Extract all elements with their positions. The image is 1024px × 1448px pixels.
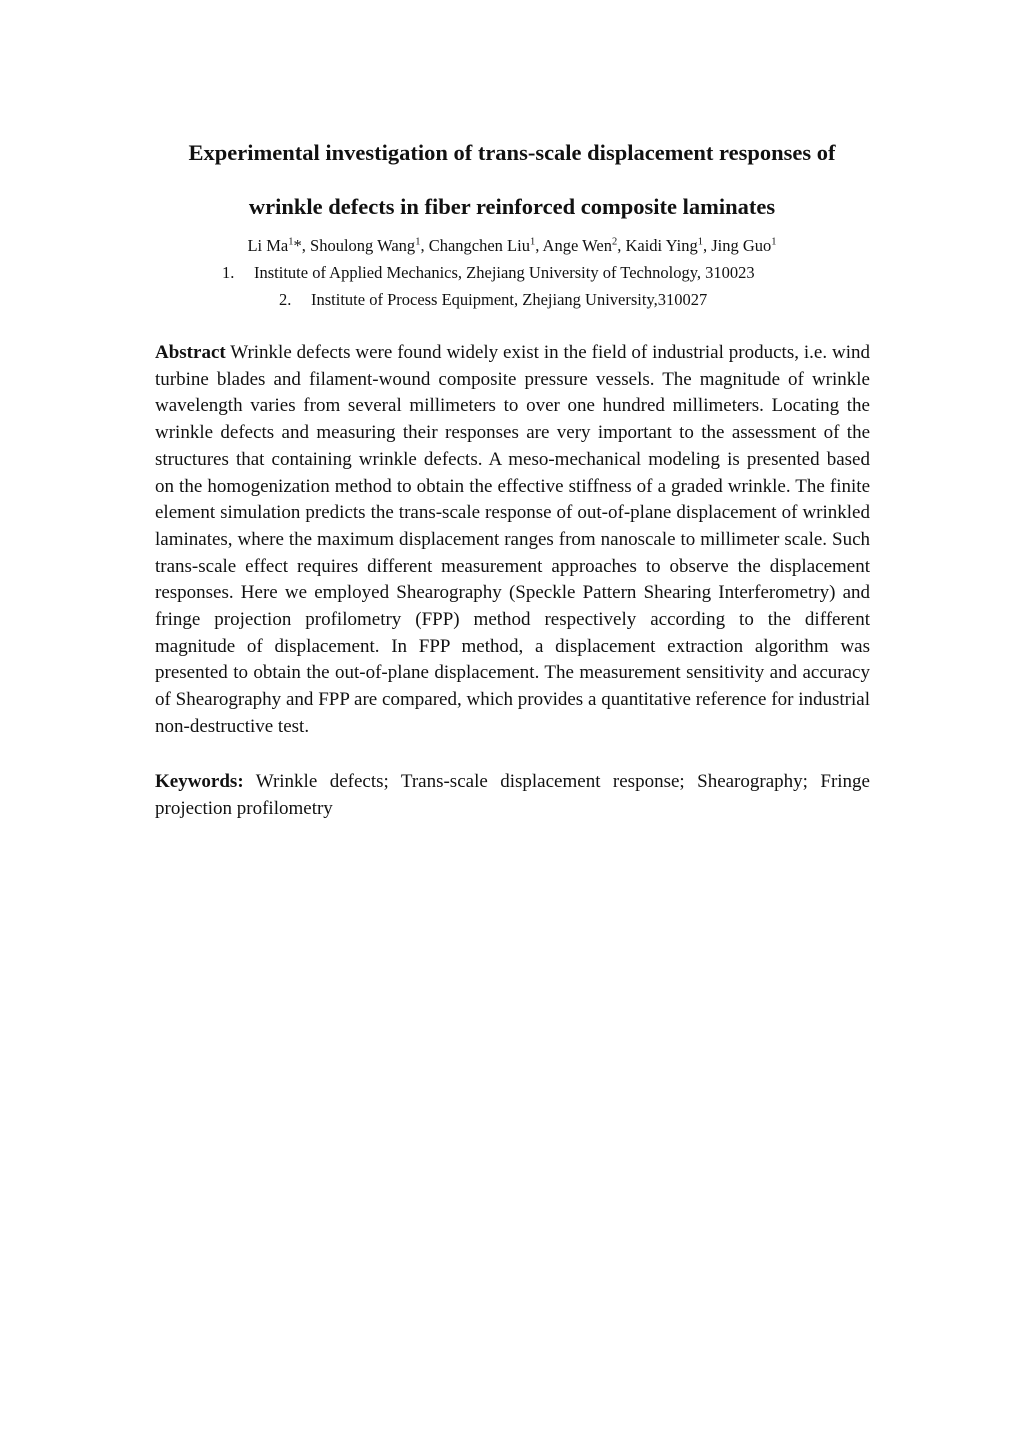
abstract-text: Wrinkle defects were found widely exist in the field of industrial products, i.e. wind turbine blades and filament-wound composite pressure vessels. The magnitude of wrinkle wavelength varies from several millimeters to over one hundred millimeters. Locating the wrinkle defects and measuring their responses are very important to the assessment of the structures that containing wrinkle defects. A meso-mechanical modeling is presented based on the homogenization method to obtain the effective stiffness of a graded wrinkle. The finite element simulation predicts the trans-scale response of out-of-plane displacement of wrinkled laminates, where the maximum displacement ranges from nanoscale to millimeter scale. Such trans-scale effect requires different measurement approaches to observe the displacement responses. Here we employed Shearography (Speckle Pattern Shearing Interferometry) and fringe projection profilometry (FPP) method respectively according to the different magnitude of displacement. In FPP method, a displacement extraction algorithm was presented to obtain the out-of-plane displacement. The measurement sensitivity and accuracy of Shearography and FPP are compared, which provides a quantitative reference for industrial non-destructive test. bbox=[155, 342, 870, 737]
abstract-label: Abstract bbox=[155, 342, 226, 363]
author-affiliation-mark: 1 bbox=[415, 236, 421, 248]
author: Kaidi Ying$^1$ bbox=[625, 236, 703, 255]
affiliation-2 bbox=[279, 289, 707, 311]
affiliation-number: 2. bbox=[279, 290, 292, 309]
author: Jing Guo$^1$ bbox=[711, 236, 777, 255]
affiliation-text: Institute of Applied Mechanics, Zhejiang University of Technology, 310023 bbox=[254, 263, 755, 282]
author: Li Ma$^1$* bbox=[247, 236, 302, 255]
author-affiliation-mark: 1 bbox=[529, 236, 536, 248]
paper-title-line-2: wrinkle defects in fiber reinforced composite laminates bbox=[248, 194, 776, 219]
keywords-label: Keywords: bbox=[155, 771, 244, 792]
author: Changchen Liu$^1$ bbox=[428, 236, 536, 255]
abstract-paragraph bbox=[155, 340, 870, 741]
author: Ange Wen$^2$ bbox=[542, 236, 618, 255]
author-affiliation-mark: 1 bbox=[771, 236, 777, 248]
keywords-text: Wrinkle defects; Trans-scale displacement response; Shearography; Fringe projection profilometry bbox=[155, 771, 870, 819]
author-affiliation-mark: 1 bbox=[697, 236, 703, 248]
keywords-paragraph bbox=[155, 769, 870, 822]
affiliation-text: Institute of Process Equipment, Zhejiang University,310027 bbox=[311, 290, 708, 309]
author: Shoulong Wang$^1$ bbox=[310, 236, 421, 255]
author-affiliation-mark: 2 bbox=[611, 236, 618, 248]
author-affiliation-mark: 1 bbox=[288, 236, 294, 248]
paper-title-line-1: Experimental investigation of trans-scale displacement responses of bbox=[188, 140, 836, 165]
affiliation-1 bbox=[222, 262, 755, 284]
author-list: Li Ma$^1$*, Shoulong Wang$^1$, Changchen Liu$^1$, Ange Wen$^2$, Kaidi Ying$^1$, Jing Guo$^1$ bbox=[247, 236, 777, 255]
affiliation-number: 1. bbox=[222, 263, 235, 282]
